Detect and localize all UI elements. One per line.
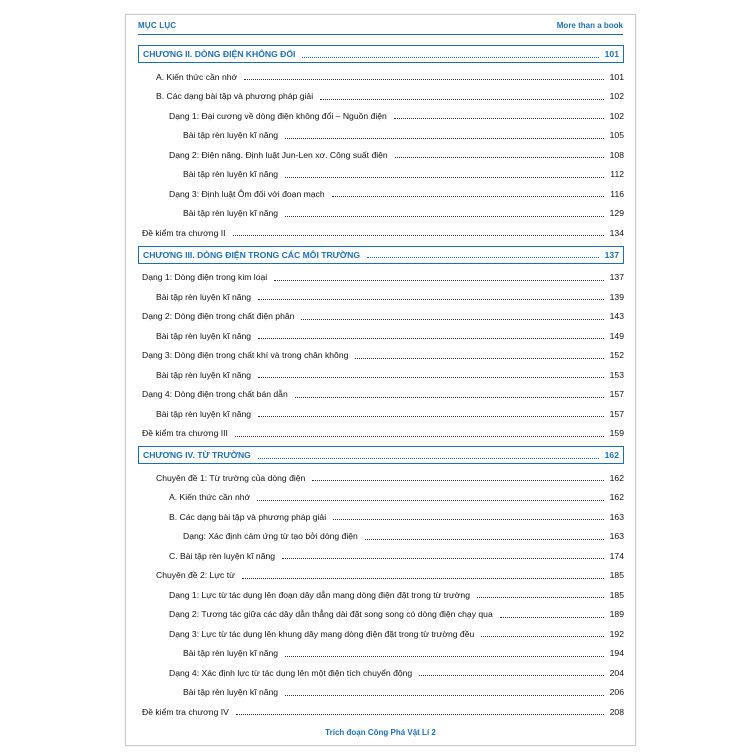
entry-title: Dạng: Xác định cảm ứng từ tạo bởi dòng điện — [183, 531, 358, 542]
dot-leader — [258, 338, 604, 339]
toc-entry — [138, 307, 624, 327]
table-of-contents — [138, 42, 624, 722]
entry-title: Chuyên đề 2: Lực từ — [156, 570, 235, 581]
toc-entry — [138, 385, 624, 405]
header-title: MỤC LỤC — [138, 21, 177, 30]
entry-title: Dạng 4: Dòng điện trong chất bán dẫn — [142, 389, 288, 400]
dot-leader — [285, 656, 604, 657]
page-number: 137 — [609, 272, 624, 283]
entry-title: Dạng 3: Dòng điện trong chất khí và trong chân không — [142, 350, 349, 361]
page-number: 108 — [609, 149, 624, 160]
entry-title: B. Các dạng bài tập và phương pháp giải — [169, 511, 327, 522]
toc-entry — [138, 546, 624, 566]
header-slogan: More than a book — [556, 21, 623, 30]
toc-entry — [138, 702, 624, 722]
chapter-title: CHƯƠNG II. DÒNG ĐIỆN KHÔNG ĐỔI — [143, 49, 296, 59]
toc-entry — [138, 488, 624, 508]
page-number: 163 — [609, 531, 624, 542]
toc-chapter-heading — [138, 45, 624, 63]
page-number: 192 — [609, 628, 624, 639]
entry-title: Dạng 1: Đại cương về dòng điện không đổi – Nguồn điện — [169, 110, 387, 121]
entry-title: Dạng 3: Lực từ tác dụng lên khung dây mang dòng điện đặt trong từ trường đều — [169, 628, 475, 639]
dot-leader — [301, 319, 603, 320]
entry-title: Đề kiểm tra chương II — [142, 227, 226, 238]
toc-entry — [138, 204, 624, 224]
dot-leader — [295, 397, 604, 398]
toc-chapter-heading — [138, 246, 624, 264]
toc-entry — [138, 326, 624, 346]
dot-leader — [419, 675, 603, 676]
dot-leader — [282, 558, 604, 559]
toc-entry — [138, 507, 624, 527]
toc-entry — [138, 184, 624, 204]
dot-leader — [320, 99, 604, 100]
chapter-title: CHƯƠNG III. DÒNG ĐIỆN TRONG CÁC MÔI TRƯỜNG — [143, 249, 361, 260]
dot-leader — [302, 57, 598, 58]
dot-leader — [258, 299, 604, 300]
dot-leader — [233, 235, 604, 236]
dot-leader — [312, 480, 603, 481]
dot-leader — [355, 358, 603, 359]
toc-entry — [138, 165, 624, 185]
page-number: 101 — [609, 71, 624, 82]
page-number: 105 — [609, 130, 624, 141]
toc-entry — [138, 404, 624, 424]
page-number: 134 — [609, 227, 624, 238]
dot-leader — [244, 79, 604, 80]
dot-leader — [285, 695, 604, 696]
page-footer: Trích đoạn Công Phá Vật Lí 2 — [325, 728, 436, 737]
dot-leader — [258, 416, 604, 417]
page-number: 157 — [609, 408, 624, 419]
dot-leader — [333, 519, 604, 520]
entry-title: Dạng 2: Tương tác giữa các dây dẫn thẳng dài đặt song song có dòng điện chạy qua — [169, 609, 493, 620]
dot-leader — [481, 636, 603, 637]
dot-leader — [477, 597, 604, 598]
page-number: 204 — [609, 667, 624, 678]
toc-entry — [138, 566, 624, 586]
page-number: 143 — [609, 311, 624, 322]
entry-title: Dạng 1: Lực từ tác dụng lên đoạn dây dẫn mang dòng điện đặt trong từ trường — [169, 589, 470, 600]
page-number: 137 — [604, 249, 619, 260]
dot-leader — [258, 458, 599, 459]
page-number: 153 — [609, 369, 624, 380]
page-number: 163 — [609, 511, 624, 522]
toc-entry — [138, 365, 624, 385]
entry-title: Bài tập rèn luyện kĩ năng — [183, 169, 279, 180]
toc-entry — [138, 223, 624, 243]
dot-leader — [285, 216, 604, 217]
dot-leader — [285, 177, 604, 178]
page-number: 102 — [609, 91, 624, 102]
page-number: 162 — [609, 492, 624, 503]
toc-entry — [138, 346, 624, 366]
page-number: 101 — [604, 49, 619, 59]
page-number: 162 — [604, 450, 619, 460]
page-number: 149 — [609, 330, 624, 341]
header-rule — [138, 34, 623, 35]
toc-entry — [138, 424, 624, 444]
chapter-title: CHƯƠNG IV. TỪ TRƯỜNG — [143, 450, 251, 460]
dot-leader — [274, 280, 603, 281]
entry-title: Dạng 4: Xác định lực từ tác dụng lên một điện tích chuyển động — [169, 667, 413, 678]
dot-leader — [235, 436, 604, 437]
toc-entry — [138, 106, 624, 126]
toc-entry — [138, 468, 624, 488]
page-number: 162 — [609, 472, 624, 483]
page-number: 139 — [609, 291, 624, 302]
dot-leader — [258, 377, 604, 378]
page-number: 112 — [610, 169, 624, 180]
toc-entry — [138, 67, 624, 87]
page-number: 208 — [609, 706, 624, 717]
dot-leader — [395, 157, 604, 158]
dot-leader — [500, 617, 604, 618]
dot-leader — [394, 118, 604, 119]
entry-title: A. Kiến thức cần nhớ — [169, 492, 251, 503]
page-number: 174 — [609, 550, 624, 561]
entry-title: Đề kiểm tra chương III — [142, 428, 228, 439]
page-number: 194 — [609, 648, 624, 659]
entry-title: Dạng 2: Điện năng. Định luật Jun-Len xơ. Công suất điện — [169, 149, 388, 160]
page-number: 157 — [609, 389, 624, 400]
page-number: 102 — [609, 110, 624, 121]
entry-title: Dạng 3: Định luật Ôm đối với đoạn mạch — [169, 188, 325, 199]
dot-leader — [332, 196, 604, 197]
entry-title: Bài tập rèn luyện kĩ năng — [156, 369, 252, 380]
entry-title: Dạng 2: Dòng điện trong chất điện phân — [142, 311, 295, 322]
toc-entry — [138, 644, 624, 664]
page-number: 206 — [609, 687, 624, 698]
toc-entry — [138, 145, 624, 165]
page-number: 129 — [609, 208, 624, 219]
toc-entry — [138, 605, 624, 625]
toc-entry — [138, 663, 624, 683]
entry-title: Bài tập rèn luyện kĩ năng — [156, 330, 252, 341]
document-page — [125, 14, 636, 746]
dot-leader — [365, 539, 604, 540]
page-number: 116 — [610, 188, 624, 199]
dot-leader — [367, 257, 599, 258]
page-number: 152 — [609, 350, 624, 361]
toc-entry — [138, 683, 624, 703]
toc-entry — [138, 624, 624, 644]
entry-title: A. Kiến thức cần nhớ — [156, 71, 238, 82]
dot-leader — [242, 578, 604, 579]
toc-entry — [138, 527, 624, 547]
dot-leader — [285, 138, 604, 139]
entry-title: C. Bài tập rèn luyện kĩ năng — [169, 550, 276, 561]
page-number: 185 — [609, 570, 624, 581]
entry-title: Bài tập rèn luyện kĩ năng — [183, 130, 279, 141]
entry-title: Chuyên đề 1: Từ trường của dòng điện — [156, 472, 306, 483]
toc-entry — [138, 287, 624, 307]
toc-entry — [138, 126, 624, 146]
page-number: 159 — [609, 428, 624, 439]
entry-title: Đề kiểm tra chương IV — [142, 706, 229, 717]
toc-entry — [138, 585, 624, 605]
entry-title: B. Các dạng bài tập và phương pháp giải — [156, 91, 314, 102]
entry-title: Bài tập rèn luyện kĩ năng — [156, 291, 252, 302]
toc-entry — [138, 268, 624, 288]
entry-title: Bài tập rèn luyện kĩ năng — [183, 687, 279, 698]
dot-leader — [236, 714, 604, 715]
page-number: 189 — [609, 609, 624, 620]
entry-title: Bài tập rèn luyện kĩ năng — [183, 208, 279, 219]
entry-title: Bài tập rèn luyện kĩ năng — [156, 408, 252, 419]
toc-chapter-heading — [138, 446, 624, 464]
entry-title: Dạng 1: Dòng điện trong kim loại — [142, 272, 268, 283]
page-header — [138, 21, 623, 35]
dot-leader — [257, 500, 604, 501]
entry-title: Bài tập rèn luyện kĩ năng — [183, 648, 279, 659]
toc-entry — [138, 87, 624, 107]
page-number: 185 — [609, 589, 624, 600]
